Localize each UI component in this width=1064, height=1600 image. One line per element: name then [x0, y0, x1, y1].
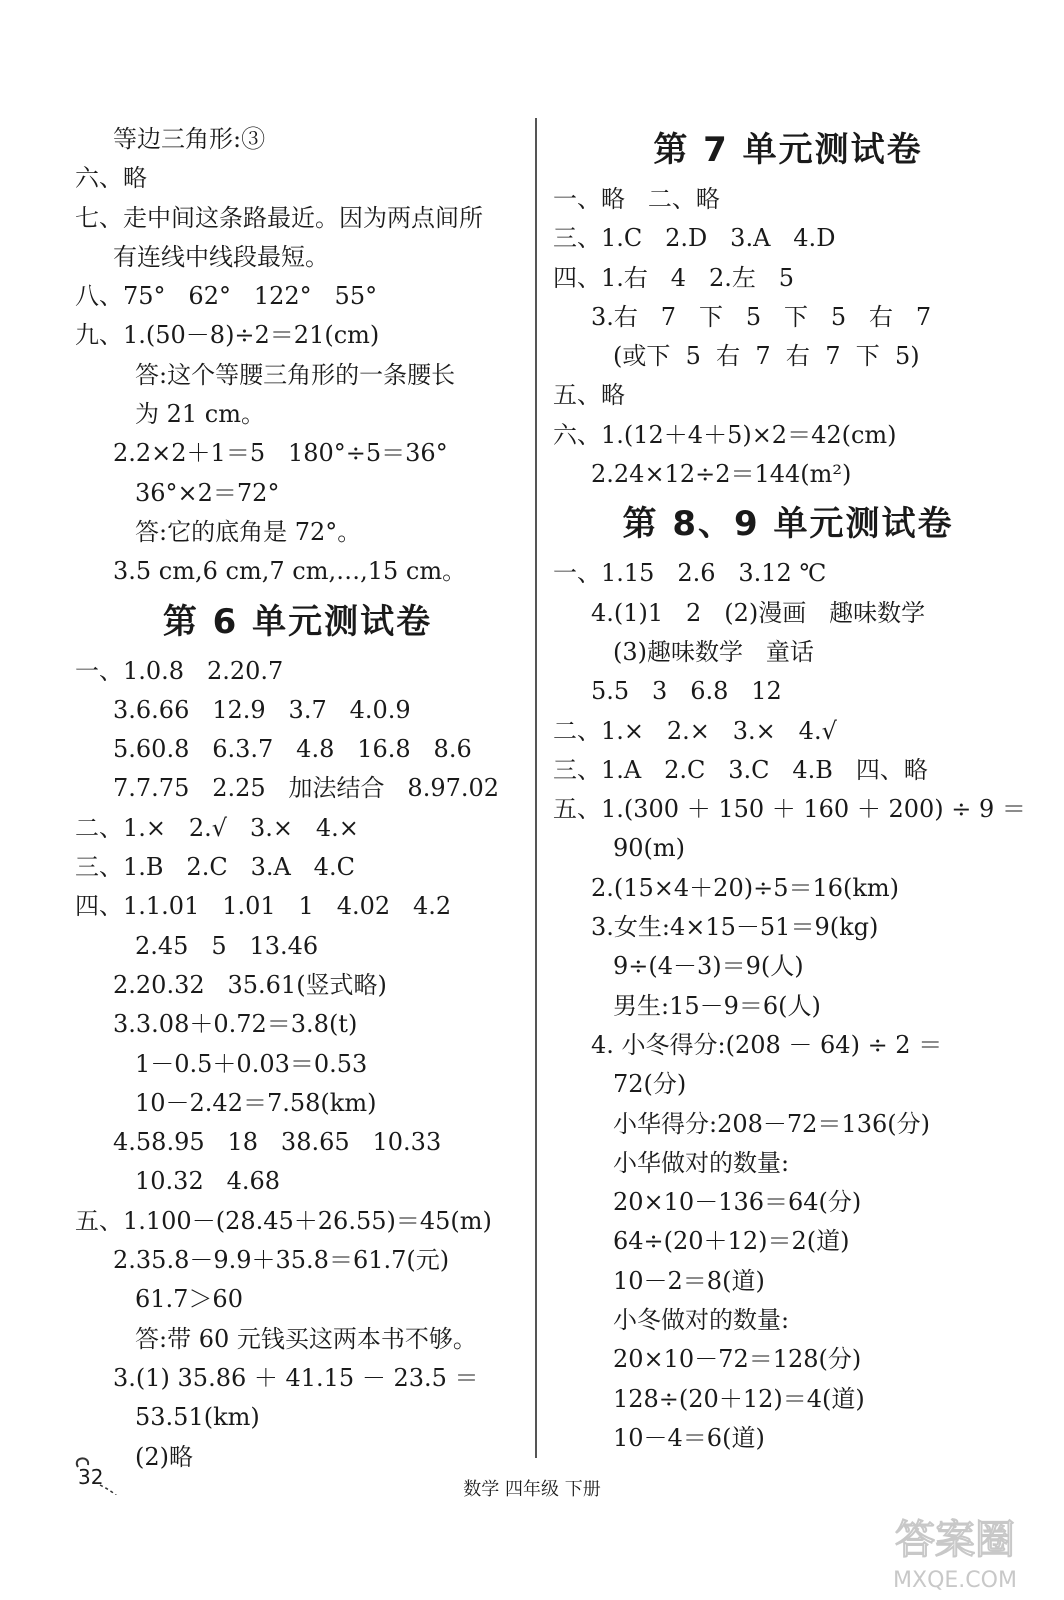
answer-line: 小冬做对的数量: [613, 1306, 790, 1335]
answer-line: 2.45 5 13.46 [135, 931, 319, 960]
answer-line: 一、略 二、略 [553, 185, 720, 213]
right-column [553, 120, 1026, 1458]
answer-line: 3.3.08＋0.72＝3.8(t) [113, 1010, 358, 1039]
answer-line: 七、走中间这条路最近。因为两点间所 [75, 203, 483, 232]
column-divider [535, 118, 537, 1458]
answer-line: 9÷(4－3)＝9(人) [613, 952, 804, 981]
answer-line: 64÷(20＋12)＝2(道) [613, 1227, 850, 1256]
answer-line: 2.35.8－9.9＋35.8＝61.7(元) [113, 1246, 450, 1275]
answer-line: (3)趣味数学 童话 [613, 637, 814, 666]
answer-line: 10－2＝8(道) [613, 1266, 765, 1295]
page-number-text: 32 [78, 1465, 104, 1489]
answer-line: 五、1.100－(28.45＋26.55)＝45(m) [75, 1206, 492, 1235]
answer-line: 八、75° 62° 122° 55° [75, 282, 378, 311]
answer-line: 答:它的底角是 72°。 [135, 517, 362, 546]
answer-line: 六、1.(12＋4＋5)×2＝42(cm) [553, 420, 897, 449]
answer-line: 五、略 [553, 381, 625, 410]
answer-line: 等边三角形:③ [113, 125, 266, 153]
watermark-url: MXQE.COM [893, 1568, 1017, 1593]
answer-line: 2.20.32 35.61(竖式略) [113, 970, 387, 999]
answer-line: 四、1.1.01 1.01 1 4.02 4.2 [75, 892, 452, 921]
answer-line: 10－4＝6(道) [613, 1423, 765, 1452]
answer-line: 90(m) [613, 834, 686, 863]
answer-line: 四、1.右 4 2.左 5 [553, 263, 794, 292]
answer-line: 61.7＞60 [135, 1285, 243, 1314]
answer-line: 男生:15－9＝6(人) [613, 991, 821, 1020]
answer-line: 4.(1)1 2 (2)漫画 趣味数学 [591, 598, 926, 627]
section-heading: 第 6 单元测试卷 [162, 601, 433, 642]
answer-line: 20×10－136＝64(分) [613, 1188, 862, 1217]
watermark-text: 答案圈 [895, 1517, 1015, 1563]
section-heading: 第 8、9 单元测试卷 [622, 504, 954, 545]
answer-line: 4.58.95 18 38.65 10.33 [113, 1128, 442, 1157]
answer-line: 小华做对的数量: [613, 1148, 790, 1177]
answer-line: 3.右 7 下 5 下 5 右 7 [591, 302, 932, 331]
answer-line: 2.2×2＋1＝5 180°÷5＝36° [113, 439, 448, 468]
answer-line: 128÷(20＋12)＝4(道) [613, 1384, 865, 1413]
answer-line: 二、1.× 2.√ 3.× 4.× [75, 813, 359, 842]
answer-line: 三、1.A 2.C 3.C 4.B 四、略 [553, 755, 928, 784]
answer-line: 3.(1) 35.86 ＋ 41.15 － 23.5 ＝ [113, 1363, 479, 1392]
answer-line: (或下 5 右 7 右 7 下 5) [613, 342, 920, 371]
answer-line: 一、1.15 2.6 3.12 ℃ [553, 559, 827, 588]
answer-line: 5.60.8 6.3.7 4.8 16.8 8.6 [113, 735, 472, 764]
answer-line: 六、略 [75, 164, 147, 193]
answer-line: 20×10－72＝128(分) [613, 1345, 862, 1374]
answer-line: 1－0.5＋0.03＝0.53 [135, 1049, 368, 1078]
answer-line: 3.女生:4×15－51＝9(kg) [591, 913, 879, 942]
answer-line: 2.(15×4＋20)÷5＝16(km) [591, 873, 900, 902]
page-footer: 数学 四年级 下册 [463, 1479, 601, 1500]
answer-line: 一、1.0.8 2.20.7 [75, 656, 284, 685]
answer-line: 答:这个等腰三角形的一条腰长 [135, 360, 456, 389]
answer-line: 二、1.× 2.× 3.× 4.√ [553, 716, 837, 745]
left-column [75, 120, 520, 1477]
answer-line: 10.32 4.68 [135, 1167, 281, 1196]
answer-line: 10－2.42＝7.58(km) [135, 1088, 377, 1117]
answer-line: 五、1.(300 ＋ 150 ＋ 160 ＋ 200) ÷ 9 ＝ [553, 795, 1026, 824]
answer-line: 答:带 60 元钱买这两本书不够。 [135, 1324, 477, 1353]
answer-line: 2.24×12÷2＝144(m²) [591, 460, 852, 489]
watermark-logo [855, 1505, 1055, 1595]
answer-line: 72(分) [613, 1070, 687, 1099]
answer-line: 有连线中线段最短。 [113, 242, 329, 271]
answer-line: (2)略 [135, 1442, 193, 1471]
answer-line: 3.5 cm,6 cm,7 cm,…,15 cm。 [113, 557, 467, 586]
answer-line: 53.51(km) [135, 1403, 260, 1432]
answer-line: 为 21 cm。 [135, 400, 265, 429]
answer-line: 4. 小冬得分:(208 － 64) ÷ 2 ＝ [591, 1030, 943, 1059]
answer-line: 三、1.B 2.C 3.A 4.C [75, 853, 355, 882]
answer-line: 三、1.C 2.D 3.A 4.D [553, 224, 836, 253]
section-heading: 第 7 单元测试卷 [653, 130, 923, 170]
answer-line: 九、1.(50－8)÷2＝21(cm) [75, 321, 380, 350]
answer-line: 7.7.75 2.25 加法结合 8.97.02 [113, 774, 500, 803]
answer-line: 36°×2＝72° [135, 478, 280, 507]
answer-line: 3.6.66 12.9 3.7 4.0.9 [113, 695, 411, 724]
answer-line: 5.5 3 6.8 12 [591, 677, 782, 706]
answer-line: 小华得分:208－72＝136(分) [613, 1109, 930, 1138]
